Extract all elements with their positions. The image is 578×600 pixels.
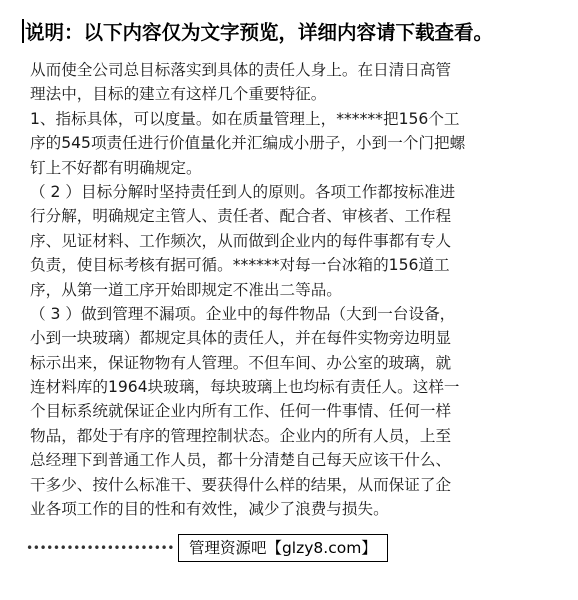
dotted-leader: •••••••••••••••••••••• [26,541,174,555]
document-line: 负责，使目标考核有据可循。******对每一台冰箱的156道工 [30,256,450,275]
footer [26,533,388,563]
preview-notice-text: 说明：以下内容仅为文字预览，详细内容请下载查看。 [25,21,494,44]
document-line: 个目标系统就保证企业内所有工作、任何一件事情、任何一样 [30,402,452,421]
document-line: 钉上不好都有明确规定。 [30,158,202,177]
document-line: 序，从第一道工序开始即规定不准出二等品。 [30,280,342,299]
document-line: 物品，都处于有序的管理控制状态。企业内的所有人员，上至 [30,426,452,445]
document-line: 序、见证材料、工作频次，从而做到企业内的每件事都有专人 [30,231,452,250]
preview-notice [22,14,574,48]
document-line: 理法中，目标的建立有这样几个重要特征。 [30,85,327,104]
document-line: 干多少、按什么标准干、要获得什么样的结果，从而保证了企 [30,475,452,494]
document-line: 业各项工作的目的性和有效性，减少了浪费与损失。 [30,500,389,519]
document-body [30,58,550,521]
document-line: 标示出来，保证物物有人管理。不但车间、办公室的玻璃，就 [30,353,452,372]
document-line: 1、指标具体，可以度量。如在质量管理上，******把156个工 [30,109,460,128]
document-line: 连材料库的1964块玻璃，每块玻璃上也均标有责任人。这样一 [30,378,460,397]
document-line: 行分解，明确规定主管人、责任者、配合者、审核者、工作程 [30,207,452,226]
site-link-button[interactable]: 管理资源吧【glzy8.com】 [178,534,388,562]
document-line: 总经理下到普通工作人员，都十分清楚自己每天应该干什么、 [30,451,452,470]
document-line: （ 2 ）目标分解时坚持责任到人的原则。各项工作都按标准进 [30,182,456,201]
document-line: 序的545项责任进行价值量化并汇编成小册子，小到一个门把螺 [30,134,466,153]
text-cursor [22,19,24,43]
document-line: 小到一块玻璃）都规定具体的责任人，并在每件实物旁边明显 [30,329,452,348]
document-line: （ 3 ）做到管理不漏项。企业中的每件物品（大到一台设备， [30,304,456,323]
document-line: 从而使全公司总目标落实到具体的责任人身上。在日清日高管 [30,61,452,79]
